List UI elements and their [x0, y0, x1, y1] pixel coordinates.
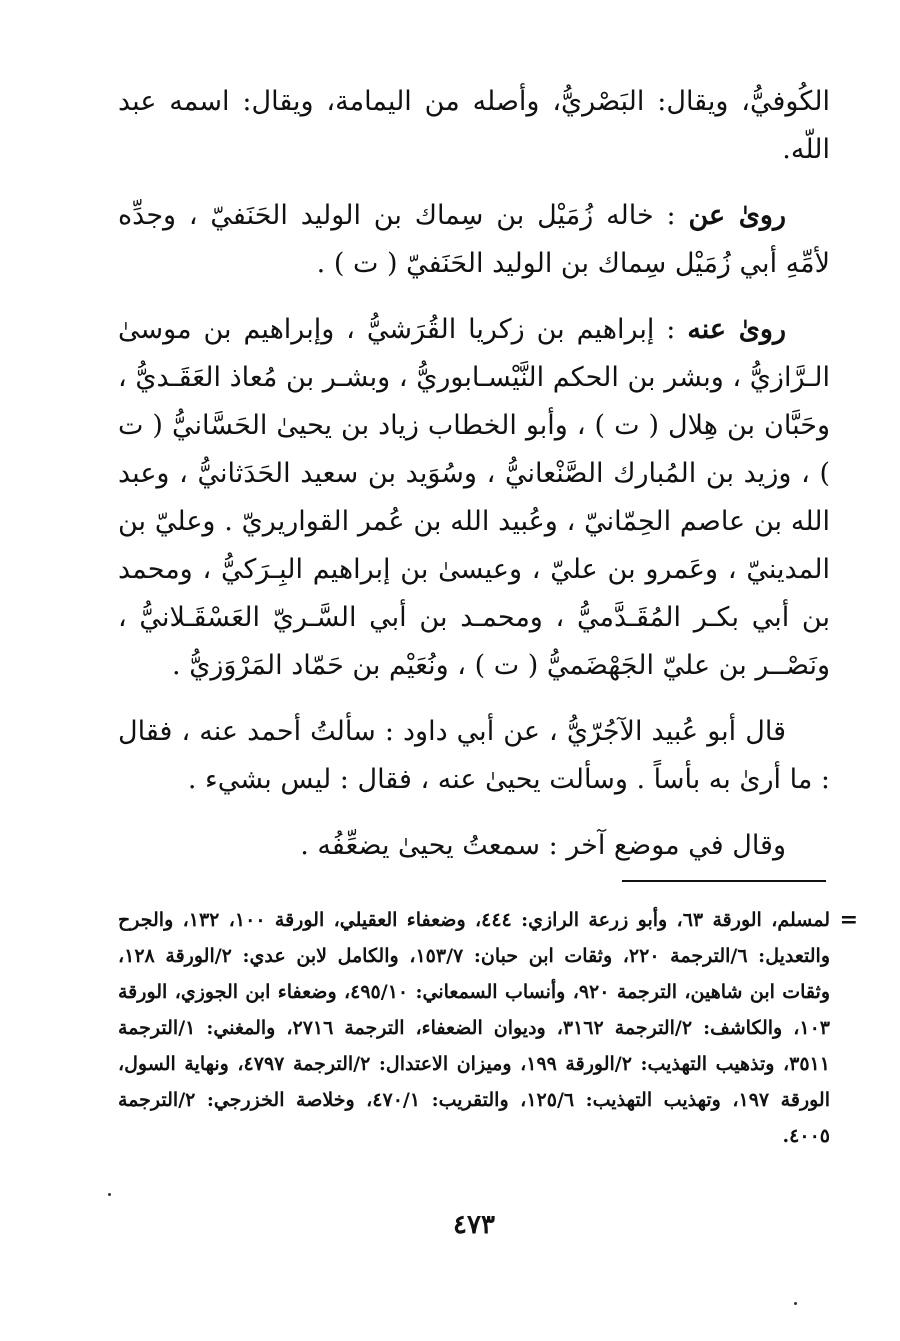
- section-lead: روىٰ عنه: [687, 314, 786, 345]
- section-lead: روىٰ عن: [688, 200, 786, 231]
- paragraph-narrated-from: [118, 192, 830, 288]
- page-number: ٤٧٣: [453, 1210, 495, 1240]
- scan-speck: [108, 1193, 111, 1196]
- paragraph-ajurri-report: [118, 708, 830, 804]
- footnote-separator: [622, 880, 826, 882]
- scan-speck: [794, 1302, 797, 1305]
- paragraph-narrators-from-him: [118, 306, 830, 690]
- paragraph-other-place: [118, 822, 830, 870]
- continuation-mark: =: [839, 907, 858, 933]
- book-page: [118, 78, 858, 1318]
- main-text: [118, 78, 830, 870]
- footnote-text: لمسلم، الورقة ٦٣، وأبو زرعة الرازي: ٤٤٤، وضعفاء العقيلي، الورقة ١٠٠، ١٣٢، والجرح والتعديل: ٦/الترجمة ٢٢٠، وثقات ابن حبان: ١٥٣/٧، والكامل لابن عدي: ٢/الورقة ١٢٨، وثقات ابن شاهين، الترجمة ٩٢٠، وأنساب السمعاني: ٤٩٥/١٠، وضعفاء ابن الجوزي، الورقة ١٠٣، والكاشف: ٢/الترجمة ٣١٦٢، وديوان الضعفاء، الترجمة ٢٧١٦، والمغني: ١/الترجمة ٣٥١١، وتذهيب التهذيب: ٢/الورقة ١٩٩، وميزان الاعتدال: ٢/الترجمة ٤٧٩٧، ونهاية السول، الورقة ١٩٧، وتهذيب التهذيب: ١٢٥/٦، والتقريب: ٤٧٠/١، وخلاصة الخزرجي: ٢/الترجمة ٤٠٠٥.: [118, 909, 831, 1147]
- paragraph-text: وقال في موضع آخر : سمعتُ يحيىٰ يضعِّفُه .: [300, 830, 786, 861]
- footnote: [118, 902, 858, 1154]
- paragraph-text: قال أبو عُبيد الآجُرّيُّ ، عن أبي داود : سألتُ أحمد عنه ، فقال : ما أرىٰ به بأساً . وسألت يحيىٰ عنه ، فقال : ليس بشيء .: [118, 716, 830, 795]
- paragraph-text: الكُوفيُّ، ويقال: البَصْريُّ، وأصله من اليمامة، ويقال: اسمه عبد اللّه.: [118, 86, 830, 165]
- paragraph-text: : خاله زُمَيْل بن سِماك بن الوليد الحَنَفيّ ، وجدِّه لأمِّهِ أبي زُمَيْل سِماك بن الوليد الحَنَفيّ ( ت ) .: [118, 200, 830, 279]
- paragraph-text: : إبراهيم بن زكريا القُرَشيُّ ، وإبراهيم بن موسىٰ الـرَّازيُّ ، وبشر بن الحكم النَّيْسـابوريُّ ، وبشـر بن مُعاذ العَقَـديُّ ، وحَبَّان بن هِلال ( ت ) ، وأبو الخطاب زياد بن يحيىٰ الحَسَّانيُّ ( ت ) ، وزيد بن المُبارك الصَّنْعانيُّ ، وسُوَيد بن سعيد الحَدَثانيُّ ، وعبد الله بن عاصم الحِمّانيّ ، وعُبيد الله بن عُمر القواريريّ . وعليّ بن المدينيّ ، وعَمرو بن عليّ ، وعيسىٰ بن إبراهيم البِـرَكيُّ ، ومحمد بن أبي بكـر المُقَـدَّميُّ ، ومحمـد بن أبي السَّـريّ العَسْقَـلانيُّ ، ونَصْــر بن عليّ الجَهْضَميُّ ( ت ) ، ونُعَيْم بن حَمّاد المَرْوَزيُّ .: [118, 314, 830, 681]
- paragraph-name-origin: [118, 78, 830, 174]
